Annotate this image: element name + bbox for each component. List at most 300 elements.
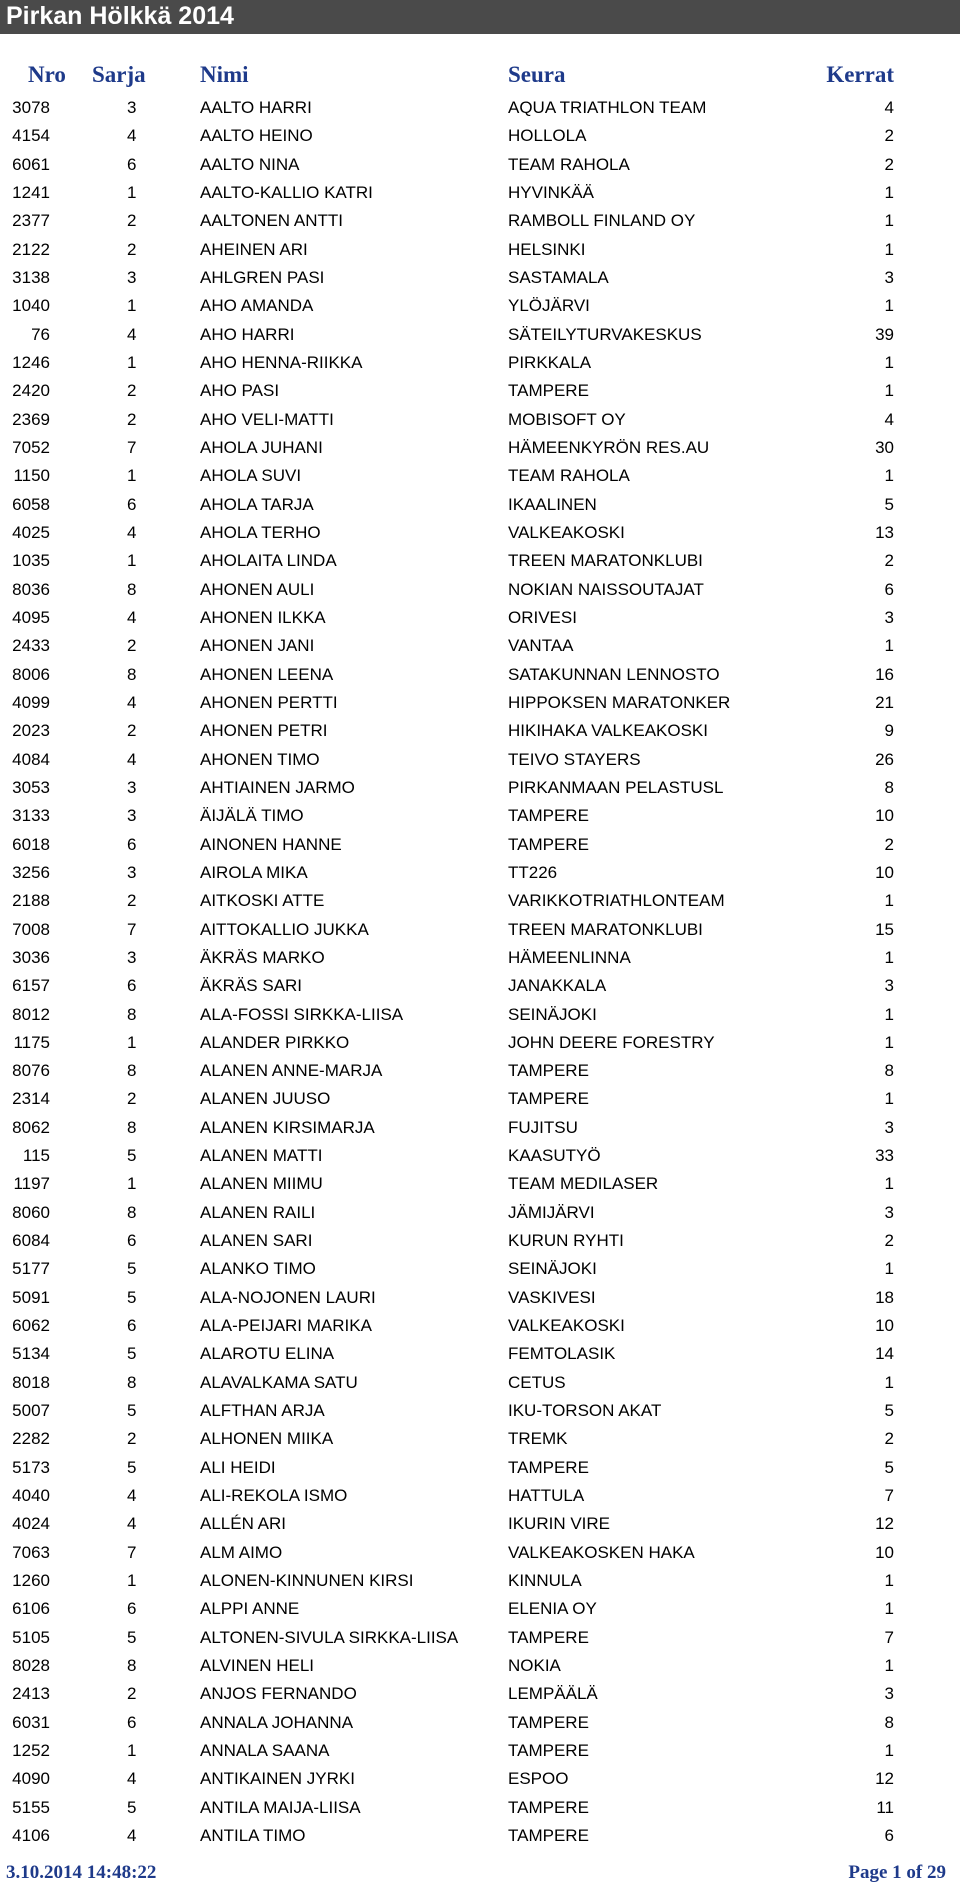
- cell-sarja: 4: [127, 1769, 137, 1789]
- table-row: [0, 1001, 960, 1029]
- cell-kerrat: 8: [884, 777, 894, 797]
- cell-kerrat: 2: [884, 834, 894, 854]
- cell-seura: ESPOO: [508, 1769, 569, 1789]
- cell-kerrat: 1: [884, 1174, 894, 1194]
- table-row: [0, 1369, 960, 1397]
- cell-sarja: 1: [127, 466, 137, 486]
- cell-seura: HÄMEENKYRÖN RES.AU: [508, 437, 710, 457]
- cell-nimi: AHO VELI-MATTI: [200, 409, 334, 429]
- table-row: [0, 462, 960, 490]
- cell-nro: 4040: [12, 1486, 50, 1506]
- cell-seura: TAMPERE: [508, 1089, 589, 1109]
- cell-sarja: 1: [127, 1571, 137, 1591]
- page-title: Pirkan Hölkkä 2014: [6, 2, 234, 30]
- cell-kerrat: 10: [875, 1542, 894, 1562]
- cell-nimi: AHOLA TERHO: [200, 522, 321, 542]
- page-footer: [0, 1862, 960, 1892]
- cell-kerrat: 5: [884, 494, 894, 514]
- cell-seura: TAMPERE: [508, 1061, 589, 1081]
- cell-sarja: 5: [127, 1146, 137, 1166]
- cell-sarja: 5: [127, 1797, 137, 1817]
- cell-nimi: AHO PASI: [200, 381, 280, 401]
- cell-seura: VALKEAKOSKI: [508, 1316, 625, 1336]
- cell-sarja: 2: [127, 409, 137, 429]
- cell-sarja: 5: [127, 1401, 137, 1421]
- table-row: [0, 406, 960, 434]
- cell-kerrat: 3: [884, 267, 894, 287]
- cell-nro: 8062: [12, 1117, 50, 1137]
- table-row: [0, 604, 960, 632]
- cell-seura: JÄMIJÄRVI: [508, 1202, 595, 1222]
- table-row: [0, 1199, 960, 1227]
- table-row: [0, 519, 960, 547]
- cell-seura: TAMPERE: [508, 1457, 589, 1477]
- table-row: [0, 774, 960, 802]
- cell-seura: HATTULA: [508, 1486, 585, 1506]
- cell-seura: KURUN RYHTI: [508, 1231, 624, 1251]
- cell-kerrat: 1: [884, 296, 894, 316]
- cell-kerrat: 12: [875, 1514, 894, 1534]
- cell-kerrat: 3: [884, 1202, 894, 1222]
- cell-seura: TAMPERE: [508, 1797, 589, 1817]
- cell-nro: 115: [22, 1146, 50, 1166]
- cell-seura: SEINÄJOKI: [508, 1259, 597, 1279]
- cell-seura: HYVINKÄÄ: [508, 182, 594, 202]
- cell-sarja: 2: [127, 239, 137, 259]
- cell-nimi: ALI-REKOLA ISMO: [200, 1486, 348, 1506]
- cell-nro: 4106: [12, 1826, 50, 1846]
- cell-nimi: AIROLA MIKA: [200, 862, 308, 882]
- cell-nro: 4090: [12, 1769, 50, 1789]
- cell-seura: TEIVO STAYERS: [508, 749, 641, 769]
- cell-nimi: AHONEN PERTTI: [200, 692, 338, 712]
- table-row: [0, 831, 960, 859]
- cell-sarja: 7: [127, 437, 137, 457]
- cell-nro: 3036: [12, 947, 50, 967]
- table-row: [0, 717, 960, 745]
- cell-nro: 4154: [12, 126, 50, 146]
- cell-seura: IKAALINEN: [508, 494, 597, 514]
- cell-kerrat: 16: [875, 664, 894, 684]
- cell-nro: 2188: [12, 891, 50, 911]
- table-row: [0, 632, 960, 660]
- cell-nimi: AHEINEN ARI: [200, 239, 308, 259]
- cell-seura: VALKEAKOSKI: [508, 522, 625, 542]
- cell-kerrat: 3: [884, 607, 894, 627]
- cell-sarja: 2: [127, 721, 137, 741]
- table-row: [0, 1652, 960, 1680]
- cell-nimi: AALTONEN ANTTI: [200, 211, 343, 231]
- cell-sarja: 2: [127, 1089, 137, 1109]
- cell-nimi: ALA-NOJONEN LAURI: [200, 1287, 376, 1307]
- cell-seura: TT226: [508, 862, 558, 882]
- table-row: [0, 1680, 960, 1708]
- cell-nimi: ALANEN MATTI: [200, 1146, 323, 1166]
- cell-sarja: 8: [127, 1202, 137, 1222]
- table-row: [0, 1284, 960, 1312]
- cell-sarja: 1: [127, 1174, 137, 1194]
- table-row: [0, 916, 960, 944]
- cell-kerrat: 33: [875, 1146, 894, 1166]
- cell-nro: 4084: [12, 749, 50, 769]
- cell-nro: 2023: [12, 721, 50, 741]
- cell-sarja: 8: [127, 664, 137, 684]
- cell-nimi: ALLÉN ARI: [200, 1514, 286, 1534]
- cell-nro: 6058: [12, 494, 50, 514]
- cell-nro: 1260: [12, 1571, 50, 1591]
- cell-sarja: 6: [127, 1316, 137, 1336]
- cell-kerrat: 2: [884, 551, 894, 571]
- cell-nimi: ALPPI ANNE: [200, 1599, 300, 1619]
- cell-sarja: 1: [127, 352, 137, 372]
- cell-nro: 2122: [12, 239, 50, 259]
- cell-kerrat: 7: [884, 1486, 894, 1506]
- cell-nro: 1040: [12, 296, 50, 316]
- cell-kerrat: 1: [884, 947, 894, 967]
- column-header-sarja: Sarja: [92, 62, 146, 87]
- cell-nimi: AALTO-KALLIO KATRI: [200, 182, 373, 202]
- cell-sarja: 6: [127, 1231, 137, 1251]
- cell-nro: 8028: [12, 1656, 50, 1676]
- cell-kerrat: 1: [884, 1032, 894, 1052]
- cell-nro: 6061: [12, 154, 50, 174]
- cell-seura: JOHN DEERE FORESTRY: [508, 1032, 715, 1052]
- table-row: [0, 1567, 960, 1595]
- cell-nro: 2420: [12, 381, 50, 401]
- cell-seura: KINNULA: [508, 1571, 582, 1591]
- cell-sarja: 6: [127, 834, 137, 854]
- cell-sarja: 5: [127, 1344, 137, 1364]
- cell-kerrat: 5: [884, 1457, 894, 1477]
- cell-sarja: 6: [127, 1599, 137, 1619]
- table-row: [0, 1227, 960, 1255]
- cell-sarja: 4: [127, 607, 137, 627]
- cell-sarja: 3: [127, 98, 137, 117]
- cell-nimi: AHOLAITA LINDA: [200, 551, 337, 571]
- cell-kerrat: 10: [875, 862, 894, 882]
- cell-sarja: 5: [127, 1259, 137, 1279]
- cell-seura: IKU-TORSON AKAT: [508, 1401, 662, 1421]
- cell-nimi: ALANEN MIIMU: [200, 1174, 323, 1194]
- table-row: [0, 236, 960, 264]
- table-row: [0, 1142, 960, 1170]
- cell-nro: 1150: [13, 466, 50, 486]
- table-row: [0, 1454, 960, 1482]
- cell-kerrat: 9: [884, 721, 894, 741]
- cell-seura: JANAKKALA: [508, 976, 607, 996]
- table-row: [0, 887, 960, 915]
- cell-kerrat: 3: [884, 1117, 894, 1137]
- cell-kerrat: 18: [875, 1287, 894, 1307]
- cell-seura: ELENIA OY: [508, 1599, 597, 1619]
- cell-sarja: 6: [127, 154, 137, 174]
- cell-sarja: 1: [127, 296, 137, 316]
- table-row: [0, 1765, 960, 1793]
- cell-sarja: 8: [127, 1061, 137, 1081]
- table-row: [0, 1624, 960, 1652]
- cell-seura: VARIKKOTRIATHLONTEAM: [508, 891, 725, 911]
- cell-seura: TAMPERE: [508, 1627, 589, 1647]
- cell-sarja: 1: [127, 551, 137, 571]
- cell-nimi: AHONEN LEENA: [200, 664, 334, 684]
- column-header-nro: Nro: [28, 62, 66, 87]
- cell-kerrat: 7: [884, 1627, 894, 1647]
- cell-kerrat: 4: [884, 409, 894, 429]
- cell-nimi: AHLGREN PASI: [200, 267, 325, 287]
- cell-sarja: 6: [127, 1712, 137, 1732]
- cell-kerrat: 11: [876, 1797, 894, 1817]
- cell-sarja: 4: [127, 1826, 137, 1846]
- cell-kerrat: 3: [884, 976, 894, 996]
- cell-nro: 1035: [12, 551, 50, 571]
- cell-sarja: 6: [127, 494, 137, 514]
- print-datetime: 3.10.2014 14:48:22: [6, 1862, 157, 1883]
- cell-nimi: ALVINEN HELI: [200, 1656, 315, 1676]
- table-row: [0, 689, 960, 717]
- cell-sarja: 2: [127, 381, 137, 401]
- cell-kerrat: 1: [884, 1372, 894, 1392]
- table-row: [0, 661, 960, 689]
- cell-nimi: AALTO HARRI: [200, 98, 312, 117]
- cell-nimi: ALONEN-KINNUNEN KIRSI: [200, 1571, 414, 1591]
- cell-kerrat: 1: [884, 1004, 894, 1024]
- cell-nimi: AHO HARRI: [200, 324, 295, 344]
- cell-kerrat: 1: [884, 1741, 894, 1761]
- cell-nro: 6106: [12, 1599, 50, 1619]
- cell-nro: 2433: [12, 636, 50, 656]
- table-row: [0, 122, 960, 150]
- cell-seura: LEMPÄÄLÄ: [508, 1684, 598, 1704]
- cell-seura: SATAKUNNAN LENNOSTO: [508, 664, 720, 684]
- table-row: [0, 1822, 960, 1850]
- cell-kerrat: 2: [884, 1231, 894, 1251]
- cell-seura: TAMPERE: [508, 1712, 589, 1732]
- cell-nro: 8006: [12, 664, 50, 684]
- cell-nimi: ÄKRÄS MARKO: [200, 947, 325, 967]
- cell-nimi: AHTIAINEN JARMO: [200, 777, 355, 797]
- cell-nimi: AHO HENNA-RIIKKA: [200, 352, 363, 372]
- cell-nro: 3078: [12, 98, 50, 117]
- cell-sarja: 2: [127, 1429, 137, 1449]
- cell-seura: TEAM MEDILASER: [508, 1174, 659, 1194]
- table-row: [0, 292, 960, 320]
- cell-nro: 3256: [12, 862, 50, 882]
- cell-nro: 2413: [12, 1684, 50, 1704]
- cell-sarja: 2: [127, 891, 137, 911]
- cell-seura: SÄTEILYTURVAKESKUS: [508, 324, 702, 344]
- cell-nimi: ÄKRÄS SARI: [200, 976, 303, 996]
- cell-sarja: 4: [127, 692, 137, 712]
- cell-sarja: 4: [127, 522, 137, 542]
- cell-seura: PIRKANMAAN PELASTUSL: [508, 777, 724, 797]
- cell-nro: 1241: [12, 182, 50, 202]
- table-row: [0, 1029, 960, 1057]
- cell-nro: 5091: [12, 1287, 50, 1307]
- cell-sarja: 3: [127, 806, 137, 826]
- cell-kerrat: 1: [884, 466, 894, 486]
- cell-nro: 5173: [12, 1457, 50, 1477]
- cell-sarja: 8: [127, 1004, 137, 1024]
- cell-seura: MOBISOFT OY: [508, 409, 626, 429]
- table-row: [0, 1425, 960, 1453]
- cell-nro: 8076: [12, 1061, 50, 1081]
- cell-nimi: ALANEN ANNE-MARJA: [200, 1061, 383, 1081]
- table-row: [0, 1255, 960, 1283]
- cell-sarja: 8: [127, 1117, 137, 1137]
- cell-seura: TREEN MARATONKLUBI: [508, 551, 703, 571]
- cell-seura: HÄMEENLINNA: [508, 947, 631, 967]
- title-bar: [0, 0, 960, 34]
- table-row: [0, 1709, 960, 1737]
- cell-seura: VANTAA: [508, 636, 574, 656]
- table-row: [0, 1737, 960, 1765]
- cell-nimi: ALTONEN-SIVULA SIRKKA-LIISA: [200, 1627, 459, 1647]
- table-row: [0, 321, 960, 349]
- cell-kerrat: 1: [884, 1656, 894, 1676]
- table-row: [0, 179, 960, 207]
- cell-nro: 6018: [12, 834, 50, 854]
- cell-sarja: 5: [127, 1457, 137, 1477]
- cell-nimi: AHOLA TARJA: [200, 494, 314, 514]
- cell-nro: 2369: [12, 409, 50, 429]
- cell-sarja: 2: [127, 211, 137, 231]
- cell-seura: TAMPERE: [508, 1741, 589, 1761]
- cell-seura: TAMPERE: [508, 1826, 589, 1846]
- cell-nimi: ANNALA JOHANNA: [200, 1712, 354, 1732]
- cell-sarja: 8: [127, 1656, 137, 1676]
- cell-seura: IKURIN VIRE: [508, 1514, 611, 1534]
- cell-nro: 5177: [12, 1259, 50, 1279]
- cell-seura: TAMPERE: [508, 381, 589, 401]
- cell-sarja: 3: [127, 777, 137, 797]
- cell-nimi: ALFTHAN ARJA: [200, 1401, 325, 1421]
- cell-sarja: 3: [127, 862, 137, 882]
- cell-nro: 8018: [12, 1372, 50, 1392]
- table-header: [0, 62, 960, 94]
- table-row: [0, 547, 960, 575]
- cell-sarja: 4: [127, 1514, 137, 1534]
- cell-kerrat: 1: [884, 636, 894, 656]
- page-number: Page 1 of 29: [848, 1862, 946, 1883]
- cell-nro: 6084: [12, 1231, 50, 1251]
- cell-nimi: ANNALA SAANA: [200, 1741, 330, 1761]
- table-row: [0, 1595, 960, 1623]
- cell-sarja: 2: [127, 636, 137, 656]
- cell-nro: 8036: [12, 579, 50, 599]
- cell-kerrat: 14: [875, 1344, 894, 1364]
- cell-sarja: 6: [127, 976, 137, 996]
- cell-nimi: AHOLA JUHANI: [200, 437, 323, 457]
- cell-kerrat: 3: [884, 1684, 894, 1704]
- cell-seura: TREMK: [508, 1429, 568, 1449]
- cell-nimi: ANJOS FERNANDO: [200, 1684, 357, 1704]
- cell-sarja: 4: [127, 1486, 137, 1506]
- cell-nimi: ANTILA MAIJA-LIISA: [200, 1797, 361, 1817]
- cell-nro: 1246: [12, 352, 50, 372]
- cell-nro: 3053: [12, 777, 50, 797]
- cell-seura: TAMPERE: [508, 834, 589, 854]
- cell-kerrat: 2: [884, 1429, 894, 1449]
- cell-kerrat: 1: [884, 1571, 894, 1591]
- cell-nimi: ÄIJÄLÄ TIMO: [200, 806, 304, 826]
- cell-kerrat: 1: [884, 1599, 894, 1619]
- cell-nro: 4024: [12, 1514, 50, 1534]
- table-row: [0, 94, 960, 122]
- cell-nimi: ALI HEIDI: [200, 1457, 276, 1477]
- results-table: [0, 94, 960, 1850]
- cell-seura: YLÖJÄRVI: [508, 296, 590, 316]
- cell-sarja: 5: [127, 1627, 137, 1647]
- cell-nimi: ALHONEN MIIKA: [200, 1429, 334, 1449]
- table-row: [0, 972, 960, 1000]
- cell-nimi: AITKOSKI ATTE: [200, 891, 325, 911]
- cell-nimi: AHONEN PETRI: [200, 721, 328, 741]
- cell-nro: 4099: [12, 692, 50, 712]
- cell-nimi: ALANEN JUUSO: [200, 1089, 331, 1109]
- cell-nimi: AALTO NINA: [200, 154, 300, 174]
- cell-nro: 1175: [13, 1032, 50, 1052]
- table-row: [0, 1085, 960, 1113]
- cell-sarja: 8: [127, 579, 137, 599]
- cell-seura: TAMPERE: [508, 806, 589, 826]
- cell-nimi: AINONEN HANNE: [200, 834, 342, 854]
- cell-nro: 7063: [12, 1542, 50, 1562]
- table-row: [0, 434, 960, 462]
- cell-sarja: 4: [127, 126, 137, 146]
- cell-nimi: AHONEN TIMO: [200, 749, 320, 769]
- table-row: [0, 944, 960, 972]
- table-row: [0, 859, 960, 887]
- table-row: [0, 491, 960, 519]
- cell-nimi: ANTILA TIMO: [200, 1826, 306, 1846]
- table-row: [0, 264, 960, 292]
- cell-seura: CETUS: [508, 1372, 566, 1392]
- cell-kerrat: 1: [884, 1089, 894, 1109]
- cell-seura: FEMTOLASIK: [508, 1344, 616, 1364]
- cell-nro: 6062: [12, 1316, 50, 1336]
- cell-nro: 7008: [12, 919, 50, 939]
- cell-nimi: ALANDER PIRKKO: [200, 1032, 350, 1052]
- cell-nimi: ALAVALKAMA SATU: [200, 1372, 358, 1392]
- cell-kerrat: 1: [884, 891, 894, 911]
- cell-kerrat: 21: [875, 692, 894, 712]
- cell-kerrat: 5: [884, 1401, 894, 1421]
- cell-nimi: ALA-PEIJARI MARIKA: [200, 1316, 372, 1336]
- table-row: [0, 207, 960, 235]
- cell-nro: 6157: [12, 976, 50, 996]
- table-row: [0, 1114, 960, 1142]
- cell-nimi: AHONEN AULI: [200, 579, 315, 599]
- cell-kerrat: 39: [875, 324, 894, 344]
- cell-nro: 8012: [12, 1004, 50, 1024]
- table-row: [0, 1312, 960, 1340]
- cell-seura: SASTAMALA: [508, 267, 609, 287]
- cell-nro: 76: [31, 324, 50, 344]
- cell-sarja: 2: [127, 1684, 137, 1704]
- table-row: [0, 746, 960, 774]
- cell-nro: 3138: [12, 267, 50, 287]
- table-row: [0, 1510, 960, 1538]
- cell-nimi: ALA-FOSSI SIRKKA-LIISA: [200, 1004, 404, 1024]
- table-row: [0, 576, 960, 604]
- cell-sarja: 1: [127, 182, 137, 202]
- cell-nimi: ALANEN RAILI: [200, 1202, 316, 1222]
- cell-nro: 1252: [12, 1741, 50, 1761]
- cell-nimi: AHONEN JANI: [200, 636, 315, 656]
- table-row: [0, 1794, 960, 1822]
- cell-kerrat: 8: [884, 1712, 894, 1732]
- cell-sarja: 7: [127, 1542, 137, 1562]
